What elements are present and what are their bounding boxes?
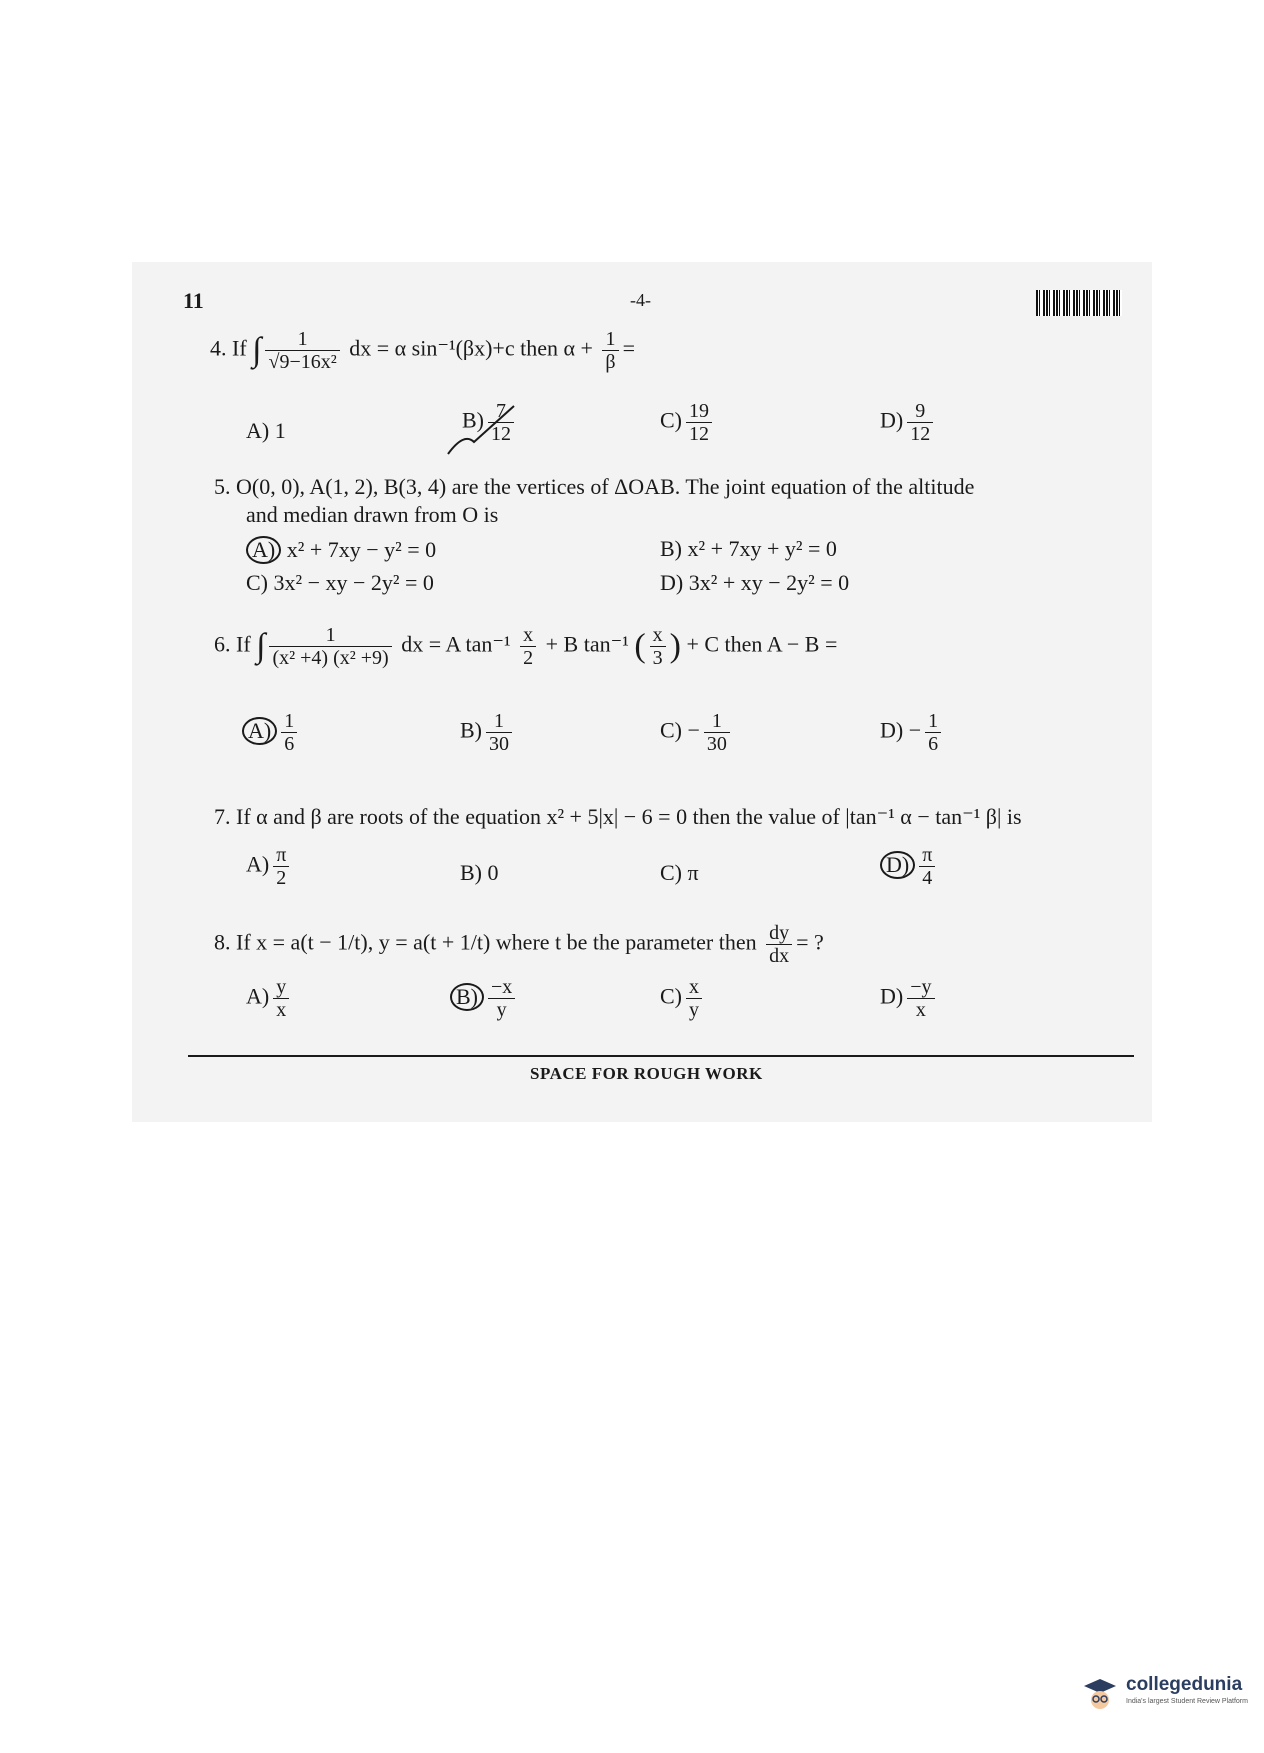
q4-tail: = bbox=[622, 335, 636, 361]
frac-num: dy bbox=[766, 922, 792, 945]
q4-option-d bbox=[880, 400, 937, 445]
option-label: D) bbox=[880, 407, 904, 433]
q8-text-2: where t be the parameter then bbox=[495, 929, 757, 955]
q6-frac-1 bbox=[520, 624, 536, 669]
question-number: 6. bbox=[214, 631, 231, 657]
option-label: C) bbox=[660, 983, 682, 1009]
q4-frac-den: β bbox=[605, 351, 616, 373]
q4-int-den: √9−16x² bbox=[268, 351, 337, 373]
q4-option-a bbox=[246, 418, 286, 444]
q8-tail: = ? bbox=[796, 929, 824, 955]
q4-frac-num: 1 bbox=[602, 328, 618, 351]
q4-answer-tick-mark bbox=[444, 402, 524, 460]
option-frac bbox=[486, 710, 512, 755]
q5-text-1: O(0, 0), A(1, 2), B(3, 4) are the vertices of ΔOAB. The joint equation of the altitude bbox=[236, 474, 975, 499]
q7-option-b bbox=[460, 860, 499, 886]
frac-num: x bbox=[520, 624, 536, 647]
frac-num: 7 bbox=[488, 400, 514, 423]
option-frac bbox=[907, 976, 934, 1021]
option-frac bbox=[281, 710, 297, 755]
paren-open: ( bbox=[634, 627, 646, 665]
rough-work-label: SPACE FOR ROUGH WORK bbox=[530, 1064, 763, 1083]
option-label: B) bbox=[660, 536, 682, 561]
frac-num: −y bbox=[907, 976, 934, 999]
q8-text-1: If x = a(t − 1/t), y = a(t + 1/t) bbox=[236, 929, 491, 955]
minus-sign: − bbox=[908, 717, 922, 743]
option-label-circled: B) bbox=[450, 983, 484, 1011]
q6-frac-2 bbox=[650, 624, 666, 669]
frac-num: π bbox=[919, 844, 935, 867]
q8-option-d bbox=[880, 976, 939, 1021]
option-label: A) bbox=[246, 851, 270, 877]
option-label: D) bbox=[880, 983, 904, 1009]
question-number: 4. bbox=[210, 335, 227, 361]
frac-den: 6 bbox=[928, 733, 939, 755]
frac-den: 6 bbox=[284, 733, 295, 755]
question-number: 7. bbox=[214, 804, 231, 829]
option-value: x² + 7xy − y² = 0 bbox=[286, 537, 437, 562]
option-label-circled: A) bbox=[246, 536, 281, 564]
frac-num: x bbox=[650, 624, 666, 647]
frac-num: π bbox=[273, 844, 289, 867]
question-7-stem bbox=[214, 804, 1022, 830]
frac-den: y bbox=[496, 999, 507, 1021]
question-5-line-2: and median drawn from O is bbox=[246, 502, 499, 527]
q8-option-c bbox=[660, 976, 706, 1021]
option-value: π bbox=[687, 860, 699, 885]
q6-int-den: (x² +4) (x² +9) bbox=[272, 647, 389, 669]
frac-den: 30 bbox=[706, 733, 727, 755]
option-value: 3x² − xy − 2y² = 0 bbox=[273, 570, 434, 595]
question-4-stem bbox=[210, 328, 635, 373]
q6-mid: dx = A tan⁻¹ bbox=[401, 631, 511, 657]
frac-den: dx bbox=[769, 945, 790, 967]
q4-option-c bbox=[660, 400, 716, 445]
frac-den: 3 bbox=[652, 647, 663, 669]
option-label: C) bbox=[660, 860, 682, 885]
q6-if: If bbox=[236, 631, 251, 657]
option-label: C) bbox=[660, 717, 682, 743]
frac-den: 12 bbox=[910, 423, 931, 445]
option-label-circled: D) bbox=[880, 851, 915, 879]
q7-option-d bbox=[880, 844, 939, 889]
question-number: 5. bbox=[214, 474, 231, 499]
frac-num: 1 bbox=[925, 710, 941, 733]
q4-int-num: 1 bbox=[265, 328, 339, 351]
paren-close: ) bbox=[669, 627, 681, 665]
option-label: C) bbox=[246, 570, 268, 595]
option-value: 1 bbox=[274, 418, 286, 443]
option-label: A) bbox=[246, 418, 270, 443]
page-number-center: -4- bbox=[630, 290, 651, 310]
frac-den: 2 bbox=[276, 867, 287, 889]
frac-num: 9 bbox=[907, 400, 933, 423]
q5-option-b bbox=[660, 536, 837, 562]
rough-work-divider bbox=[188, 1055, 1134, 1057]
frac-num: 1 bbox=[281, 710, 297, 733]
frac-num: x bbox=[686, 976, 702, 999]
option-frac bbox=[925, 710, 941, 755]
option-frac bbox=[704, 710, 730, 755]
option-label: B) bbox=[460, 860, 482, 885]
q7-text: If α and β are roots of the equation x² + 5|x| − 6 = 0 then the value of |tan⁻¹ α − tan⁻¹ β| is bbox=[236, 804, 1022, 829]
q7-option-c bbox=[660, 860, 699, 886]
q6-option-a bbox=[242, 710, 301, 755]
q4-rhs: dx = α sin⁻¹(βx)+c then α + bbox=[349, 335, 593, 361]
option-frac bbox=[907, 400, 933, 445]
q6-tail: + C then A − B = bbox=[686, 631, 838, 657]
option-label-circled: A) bbox=[242, 717, 277, 745]
q6-option-b bbox=[460, 710, 516, 755]
option-frac bbox=[488, 976, 515, 1021]
frac-den: x bbox=[915, 999, 926, 1021]
option-frac bbox=[686, 976, 702, 1021]
q7-option-a bbox=[246, 844, 293, 889]
frac-den: x bbox=[276, 999, 287, 1021]
barcode bbox=[1036, 290, 1122, 316]
q5-option-a bbox=[246, 536, 436, 564]
brand-tagline: India's largest Student Review Platform bbox=[1126, 1698, 1248, 1705]
frac-den: 30 bbox=[489, 733, 509, 755]
option-label: B) bbox=[462, 407, 484, 433]
q6-integrand bbox=[269, 624, 391, 669]
option-label: C) bbox=[660, 407, 682, 433]
frac-num: −x bbox=[488, 976, 515, 999]
option-frac bbox=[686, 400, 712, 445]
frac-den: 4 bbox=[922, 867, 933, 889]
option-frac bbox=[919, 844, 935, 889]
q8-option-b bbox=[450, 976, 519, 1021]
option-label: B) bbox=[460, 717, 482, 743]
collegedunia-logo bbox=[1082, 1672, 1252, 1712]
question-number: 8. bbox=[214, 929, 231, 955]
frac-num: 1 bbox=[704, 710, 730, 733]
frac-den: 12 bbox=[689, 423, 709, 445]
q6-option-c bbox=[660, 710, 734, 755]
option-frac bbox=[273, 976, 289, 1021]
q4-if: If bbox=[232, 335, 247, 361]
option-value: x² + 7xy + y² = 0 bbox=[687, 536, 837, 561]
integral-sign: ∫ bbox=[256, 627, 266, 665]
option-frac bbox=[273, 844, 289, 889]
frac-num: y bbox=[273, 976, 289, 999]
q6-int-num: 1 bbox=[269, 624, 391, 647]
option-label: D) bbox=[880, 717, 904, 743]
graduation-cap-icon bbox=[1082, 1676, 1118, 1710]
frac-den: y bbox=[689, 999, 699, 1021]
q6-option-d bbox=[880, 710, 945, 755]
question-6-stem bbox=[214, 624, 837, 669]
frac-den: 2 bbox=[523, 647, 534, 669]
minus-sign: − bbox=[687, 717, 700, 743]
question-8-stem bbox=[214, 922, 824, 967]
q4-frac bbox=[602, 328, 618, 373]
option-label: D) bbox=[660, 570, 684, 595]
q8-derivative bbox=[766, 922, 792, 967]
option-value: 3x² + xy − 2y² = 0 bbox=[688, 570, 850, 595]
option-label: A) bbox=[246, 983, 270, 1009]
q4-integrand bbox=[265, 328, 339, 373]
question-5-line-1 bbox=[214, 474, 974, 500]
brand-name: collegedunia bbox=[1126, 1674, 1243, 1695]
frac-num: 19 bbox=[686, 400, 712, 423]
q8-option-a bbox=[246, 976, 293, 1021]
page-number-left: 11 bbox=[183, 288, 204, 313]
q6-mid-2: + B tan⁻¹ bbox=[545, 631, 629, 657]
q5-option-c bbox=[246, 570, 434, 596]
q5-option-d bbox=[660, 570, 849, 596]
option-value: 0 bbox=[487, 860, 499, 885]
integral-sign: ∫ bbox=[252, 331, 262, 369]
frac-den: 12 bbox=[491, 423, 511, 445]
frac-num: 1 bbox=[486, 710, 512, 733]
